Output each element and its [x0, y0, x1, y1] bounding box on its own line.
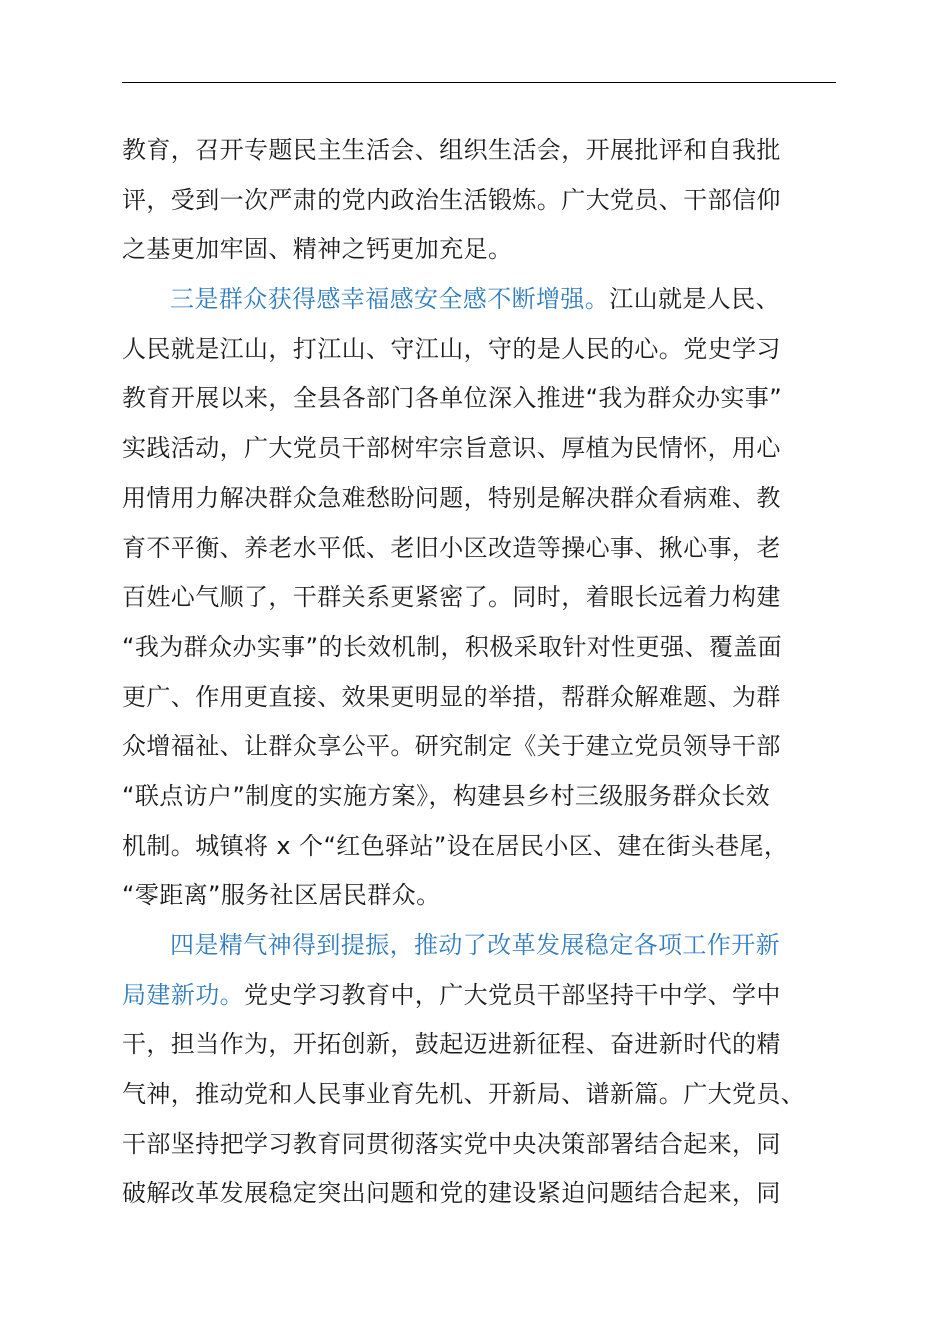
text-line	[122, 722, 836, 772]
text-line	[122, 971, 836, 1021]
line-text: 更广、作用更直接、效果更明显的举措，帮群众解难题、为群	[122, 682, 781, 711]
text-line	[122, 474, 836, 524]
text-line	[122, 673, 836, 723]
body-text	[122, 126, 836, 1219]
line-text: 党史学习教育中，广大党员干部坚持干中学、学中	[244, 980, 781, 1009]
text-line	[122, 225, 836, 275]
line-text: 教育开展以来，全县各部门各单位深入推进“我为群众办实事”	[122, 384, 783, 413]
text-line	[122, 772, 836, 822]
line-text: 评，受到一次严肃的党内政治生活锻炼。广大党员、干部信仰	[122, 185, 781, 214]
text-line	[122, 374, 836, 424]
line-text: “零距离”服务社区居民群众。	[122, 881, 441, 910]
line-text: 育不平衡、养老水平低、老旧小区改造等操心事、揪心事，老	[122, 533, 781, 562]
line-text: 实践活动，广大党员干部树牢宗旨意识、厚植为民情怀，用心	[122, 434, 781, 463]
header-rule	[122, 82, 836, 83]
section-heading: 局建新功。	[122, 980, 244, 1009]
section-heading: 四是精气神得到提振，推动了改革发展稳定各项工作开新	[170, 931, 780, 959]
text-line	[122, 921, 836, 971]
section-heading: 三是群众获得感幸福感安全感不断增强。	[170, 285, 610, 314]
text-line	[122, 524, 836, 574]
line-text: 教育，召开专题民主生活会、组织生活会，开展批评和自我批	[122, 136, 781, 164]
line-text: 干部坚持把学习教育同贯彻落实党中央决策部署结合起来，同	[122, 1129, 781, 1158]
text-line	[122, 871, 836, 921]
line-text: 百姓心气顺了，干群关系更紧密了。同时，着眼长远着力构建	[122, 583, 781, 612]
text-line	[122, 1070, 836, 1120]
line-text: 机制。城镇将 x 个“红色驿站”设在居民小区、建在街头巷尾，	[122, 831, 789, 860]
text-line	[122, 424, 836, 474]
line-text: 众增福祉、让群众享公平。研究制定《关于建立党员领导干部	[122, 732, 781, 761]
text-line	[122, 573, 836, 623]
text-line	[122, 126, 836, 176]
line-text: 人民就是江山，打江山、守江山，守的是人民的心。党史学习	[122, 334, 781, 363]
line-text: 干，担当作为，开拓创新，鼓起迈进新征程、奋进新时代的精	[122, 1030, 781, 1059]
text-line	[122, 1120, 836, 1170]
text-line	[122, 822, 836, 872]
text-line	[122, 275, 836, 325]
text-line	[122, 1020, 836, 1070]
text-line	[122, 1169, 836, 1219]
line-text: 破解改革发展稳定突出问题和党的建设紧迫问题结合起来，同	[122, 1179, 781, 1208]
line-text: 江山就是人民、	[609, 285, 781, 314]
text-line	[122, 176, 836, 226]
text-line	[122, 623, 836, 673]
line-text: 气神，推动党和人民事业育先机、开新局、谱新篇。广大党员、	[122, 1080, 806, 1109]
line-text: 之基更加牢固、精神之钙更加充足。	[122, 235, 513, 264]
line-text: “我为群众办实事”的长效机制，积极采取针对性更强、覆盖面	[122, 632, 783, 661]
line-text: 用情用力解决群众急难愁盼问题，特别是解决群众看病难、教	[122, 483, 781, 512]
text-line	[122, 325, 836, 375]
line-text: “联点访户”制度的实施方案》，构建县乡村三级服务群众长效	[122, 781, 771, 810]
